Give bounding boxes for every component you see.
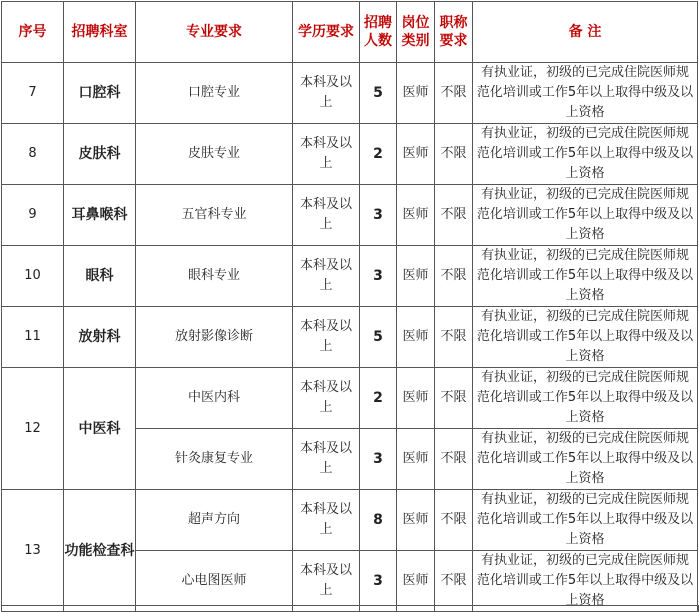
category-cell: 医师 xyxy=(397,551,435,612)
table-row xyxy=(2,490,698,551)
count-cell: 3 xyxy=(360,429,397,490)
title-cell: 不限 xyxy=(435,551,473,612)
title-cell: 不限 xyxy=(435,368,473,429)
note-cell: 有执业证，初级的已完成住院医师规范化培训或工作5年以上取得中级及以上资格 xyxy=(473,429,698,490)
note-cell: 有执业证，初级的已完成住院医师规范化培训或工作5年以上取得中级及以上资格 xyxy=(473,124,698,185)
seq-cell: 13 xyxy=(2,490,64,612)
major-cell: 超声方向 xyxy=(136,490,293,551)
table-row xyxy=(2,63,698,124)
note-cell: 有执业证，初级的已完成住院医师规范化培训或工作5年以上取得中级及以上资格 xyxy=(473,63,698,124)
note-cell: 有执业证，初级的已完成住院医师规范化培训或工作5年以上取得中级及以上资格 xyxy=(473,185,698,246)
category-cell: 医师 xyxy=(397,490,435,551)
edu-cell: 本科及以上 xyxy=(293,429,360,490)
header-row xyxy=(2,2,698,63)
seq-cell: 9 xyxy=(2,185,64,246)
dept-cell: 皮肤科 xyxy=(64,124,136,185)
major-cell: 针灸康复专业 xyxy=(136,429,293,490)
major-cell: 五官科专业 xyxy=(136,185,293,246)
title-cell: 不限 xyxy=(435,124,473,185)
title-cell: 不限 xyxy=(435,307,473,368)
count-cell: 3 xyxy=(360,185,397,246)
dept-cell: 功能检查科 xyxy=(64,490,136,612)
major-cell: 中医内科 xyxy=(136,368,293,429)
seq-cell: 11 xyxy=(2,307,64,368)
table-row xyxy=(2,246,698,307)
category-cell: 医师 xyxy=(397,63,435,124)
header-note: 备 注 xyxy=(473,2,698,63)
edu-cell: 本科及以上 xyxy=(293,307,360,368)
edu-cell: 本科及以上 xyxy=(293,368,360,429)
header-category: 岗位类别 xyxy=(397,2,435,63)
note-cell: 有执业证，初级的已完成住院医师规范化培训或工作5年以上取得中级及以上资格 xyxy=(473,307,698,368)
count-cell: 8 xyxy=(360,490,397,551)
note-cell: 有执业证，初级的已完成住院医师规范化培训或工作5年以上取得中级及以上资格 xyxy=(473,490,698,551)
title-cell: 不限 xyxy=(435,185,473,246)
header-major: 专业要求 xyxy=(136,2,293,63)
table-row xyxy=(2,185,698,246)
edu-cell: 本科及以上 xyxy=(293,124,360,185)
category-cell: 医师 xyxy=(397,185,435,246)
table-row xyxy=(2,368,698,429)
title-cell: 不限 xyxy=(435,63,473,124)
seq-cell: 7 xyxy=(2,63,64,124)
note-cell: 有执业证，初级的已完成住院医师规范化培训或工作5年以上取得中级及以上资格 xyxy=(473,551,698,612)
seq-cell: 12 xyxy=(2,368,64,490)
table-row xyxy=(2,307,698,368)
count-cell: 3 xyxy=(360,551,397,612)
count-cell: 5 xyxy=(360,307,397,368)
major-cell: 口腔专业 xyxy=(136,63,293,124)
table-continuation xyxy=(1,605,699,612)
note-cell: 有执业证，初级的已完成住院医师规范化培训或工作5年以上取得中级及以上资格 xyxy=(473,246,698,307)
major-cell: 放射影像诊断 xyxy=(136,307,293,368)
count-cell: 2 xyxy=(360,368,397,429)
edu-cell: 本科及以上 xyxy=(293,551,360,612)
count-cell: 3 xyxy=(360,246,397,307)
dept-cell: 放射科 xyxy=(64,307,136,368)
major-cell: 心电图医师 xyxy=(136,551,293,612)
category-cell: 医师 xyxy=(397,124,435,185)
header-seq: 序号 xyxy=(2,2,64,63)
category-cell: 医师 xyxy=(397,307,435,368)
note-cell: 有执业证，初级的已完成住院医师规范化培训或工作5年以上取得中级及以上资格 xyxy=(473,368,698,429)
category-cell: 医师 xyxy=(397,368,435,429)
major-cell: 皮肤专业 xyxy=(136,124,293,185)
category-cell: 医师 xyxy=(397,429,435,490)
header-count: 招聘人数 xyxy=(360,2,397,63)
dept-cell: 口腔科 xyxy=(64,63,136,124)
category-cell: 医师 xyxy=(397,246,435,307)
seq-cell: 10 xyxy=(2,246,64,307)
dept-cell: 眼科 xyxy=(64,246,136,307)
title-cell: 不限 xyxy=(435,246,473,307)
edu-cell: 本科及以上 xyxy=(293,490,360,551)
title-cell: 不限 xyxy=(435,490,473,551)
seq-cell: 8 xyxy=(2,124,64,185)
table-row xyxy=(2,124,698,185)
header-dept: 招聘科室 xyxy=(64,2,136,63)
edu-cell: 本科及以上 xyxy=(293,185,360,246)
count-cell: 2 xyxy=(360,124,397,185)
header-title: 职称要求 xyxy=(435,2,473,63)
count-cell: 5 xyxy=(360,63,397,124)
dept-cell: 耳鼻喉科 xyxy=(64,185,136,246)
major-cell: 眼科专业 xyxy=(136,246,293,307)
edu-cell: 本科及以上 xyxy=(293,63,360,124)
edu-cell: 本科及以上 xyxy=(293,246,360,307)
recruitment-table xyxy=(1,1,698,612)
dept-cell: 中医科 xyxy=(64,368,136,490)
title-cell: 不限 xyxy=(435,429,473,490)
header-edu: 学历要求 xyxy=(293,2,360,63)
